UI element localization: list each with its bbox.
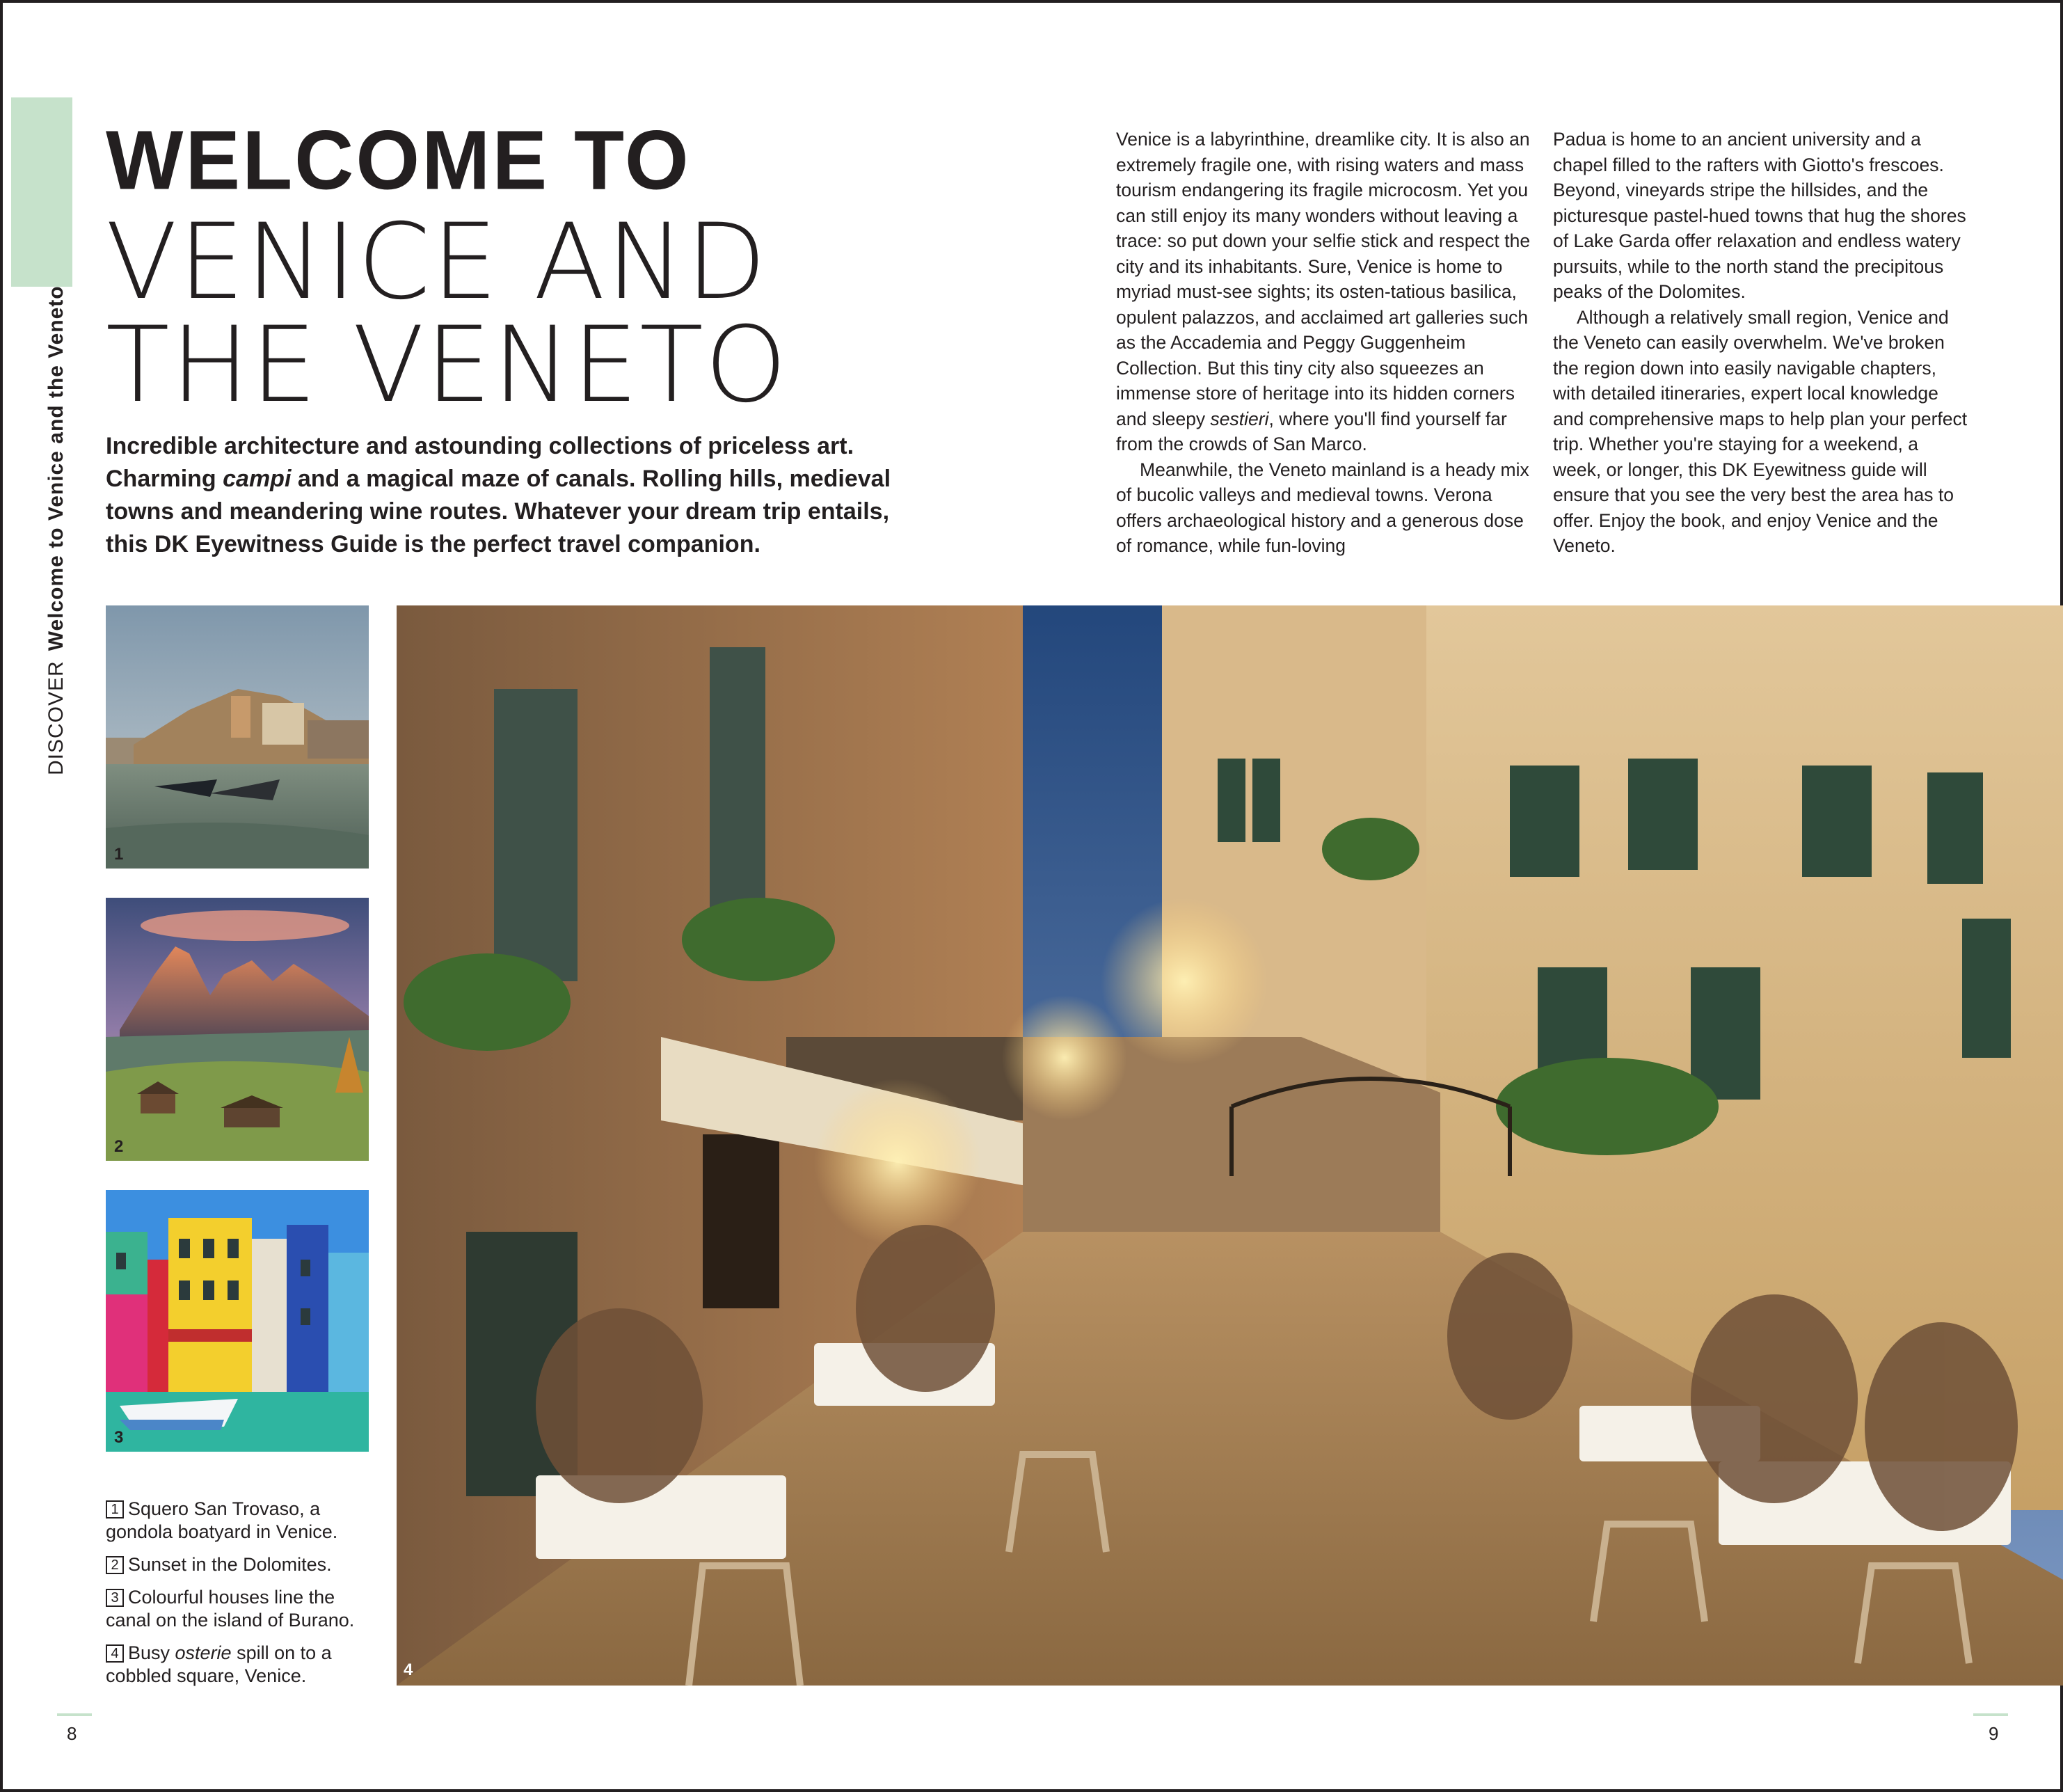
- folio-rule-right: [1973, 1713, 2008, 1716]
- body-paragraph-4: Although a relatively small region, Venice and the Veneto can easily overwhelm. We've broken the region down into easily navigable chapters, with detailed itineraries, expert local knowledge and comprehensive maps to help plan your perfect trip. Whether you're staying for a weekend, a week, or longer, this DK Eyewitness guide will ensure that you see the very best the area has to offer. Enjoy the book, and enjoy Venice and the Veneto.: [1553, 306, 1968, 556]
- caption-1: [106, 1498, 384, 1544]
- body-text: , where you'll find yourself far from the crowds of San Marco.: [1116, 408, 1507, 454]
- photo-captions: [106, 1498, 384, 1697]
- venice-square-image: [397, 605, 2063, 1686]
- title-line-1: WELCOME TO: [106, 113, 691, 208]
- running-head-section: Welcome to Venice and the Veneto: [45, 285, 67, 651]
- page-title: [106, 113, 1080, 426]
- caption-text: Squero San Trovaso, a gondola boatyard in Venice.: [106, 1498, 338, 1542]
- body-paragraph-1: [1116, 127, 1534, 457]
- running-head-discover: DISCOVER: [45, 660, 67, 775]
- caption-2: [106, 1553, 384, 1576]
- body-text: Venice is a labyrinthine, dreamlike city. It is also an extremely fragile one, with rising waters and mass tourism endangering its fragile microcosm. Yet you can still enjoy its many wonders without leaving a trace: so put down your selfie stick and respect the city and its inhabitants. Sure, Venice is home to myriad must-see sights; its osten-tatious basilica, opulent palazzos, and acclaimed art galleries such as the Accademia and Peggy Guggenheim Collection. But this tiny city also squeezes an immense store of heritage into its hidden corners and sleepy: [1116, 129, 1531, 429]
- title-line-3: THE VENETO: [106, 305, 788, 426]
- caption-text: Busy: [128, 1642, 175, 1663]
- boatyard-image: [106, 605, 369, 869]
- body-column-1: [1116, 127, 1534, 559]
- photo-burano: [106, 1190, 369, 1452]
- folio-rule-left: [57, 1713, 92, 1716]
- page-number-left: 8: [67, 1723, 77, 1744]
- caption-text: spill on to a cobbled square, Venice.: [106, 1642, 332, 1686]
- body-column-2: [1553, 127, 1970, 559]
- photo-number-1: 1: [114, 845, 124, 864]
- photo-number-3: 3: [114, 1428, 124, 1447]
- caption-text: Sunset in the Dolomites.: [128, 1554, 332, 1575]
- caption-number: 3: [106, 1589, 124, 1607]
- body-paragraph-2: Meanwhile, the Veneto mainland is a heady mix of bucolic valleys and medieval towns. Verona offers archaeological history and a generous dose of romance, while fun-loving: [1116, 459, 1529, 556]
- photo-venice-osterie: [397, 605, 2063, 1686]
- body-paragraph-3: Padua is home to an ancient university and a chapel filled to the rafters with Giotto's frescoes. Beyond, vineyards stripe the hillsides, and the picturesque pastel-hued towns that hug the shores of Lake Garda offer relaxation and endless watery pursuits, while to the north stand the precipitous peaks of the Dolomites.: [1553, 129, 1966, 302]
- caption-number: 2: [106, 1556, 124, 1574]
- dolomites-image: [106, 898, 369, 1161]
- caption-italic: osterie: [175, 1642, 232, 1663]
- photo-number-4: 4: [404, 1660, 413, 1679]
- caption-number: 1: [106, 1500, 124, 1519]
- intro-italic: campi: [223, 466, 292, 492]
- caption-number: 4: [106, 1644, 124, 1663]
- running-head: [39, 79, 74, 775]
- photo-number-2: 2: [114, 1137, 124, 1156]
- intro-text-b: and a magical maze of canals. Rolling hills, medieval towns and meandering wine routes. Whatever your dream trip entails, this DK Eyewitness Guide is the perfect travel companion.: [106, 466, 891, 557]
- photo-squero-san-trovaso: [106, 605, 369, 869]
- photo-dolomites: [106, 898, 369, 1161]
- page-number-right: 9: [1989, 1723, 1999, 1744]
- title-line-2: VENICE AND: [106, 202, 768, 323]
- caption-3: [106, 1586, 384, 1632]
- body-italic: sestieri: [1210, 408, 1269, 429]
- caption-4: [106, 1642, 384, 1688]
- caption-text: Colourful houses line the canal on the island of Burano.: [106, 1587, 355, 1631]
- burano-image: [106, 1190, 369, 1452]
- intro-paragraph: [106, 430, 913, 561]
- intro-text-a: Incredible architecture and astounding collections of priceless art. Charming: [106, 433, 854, 492]
